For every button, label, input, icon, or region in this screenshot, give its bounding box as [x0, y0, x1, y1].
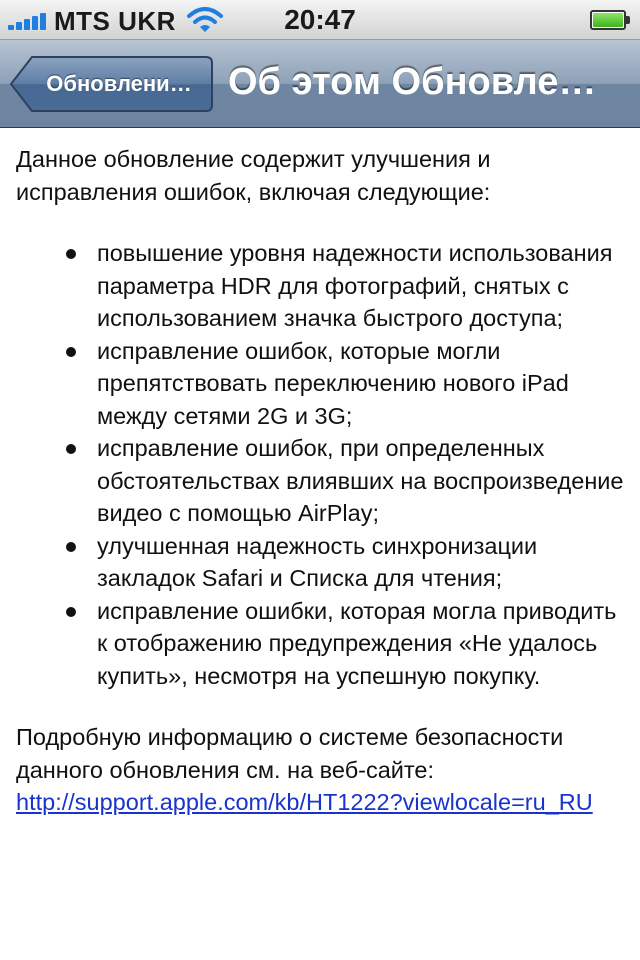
intro-text: Данное обновление содержит улучшения и исправления ошибок, включая следующие:	[16, 146, 491, 205]
clock: 20:47	[284, 4, 356, 35]
carrier-name: MTS UKR	[54, 6, 176, 36]
status-bar	[0, 0, 640, 40]
list-item	[16, 237, 626, 335]
list-item	[16, 335, 626, 433]
bullet-icon	[66, 542, 76, 552]
list-item-text: исправление ошибок, при определенных обстоятельствах влиявших на воспроизведение видео с помощью AirPlay;	[97, 435, 624, 526]
navigation-bar	[0, 40, 640, 128]
list-item-text: повышение уровня надежности использования параметра HDR для фотографий, снятых с использованием значка быстрого доступа;	[97, 240, 613, 331]
bullet-icon	[66, 347, 76, 357]
back-button[interactable]	[10, 55, 214, 113]
security-info-label: Подробную информацию о системе безопасности данного обновления см. на веб-сайте:	[16, 724, 564, 783]
bullet-icon	[66, 249, 76, 259]
bullet-icon	[66, 444, 76, 454]
security-info-text	[16, 721, 626, 819]
list-item-text: исправление ошибки, которая могла приводить к отображению предупреждения «Не удалось купить», несмотря на успешную покупку.	[97, 597, 617, 689]
page-title: Об этом Обновле…	[228, 61, 597, 103]
list-item-text: исправление ошибок, которые могли препятствовать переключению нового iPad между сетями 2G и 3G;	[97, 337, 569, 429]
update-description	[16, 143, 626, 819]
support-link[interactable]: http://support.apple.com/kb/HT1222?viewlocale=ru_RU	[16, 789, 593, 815]
update-list	[16, 237, 626, 692]
list-item	[16, 432, 626, 530]
back-button-label: Обновлени…	[46, 71, 192, 96]
battery-icon	[590, 10, 632, 30]
bullet-icon	[66, 607, 76, 617]
list-item	[16, 595, 626, 693]
list-item-text: улучшенная надежность синхронизации закладок Safari и Списка для чтения;	[97, 532, 538, 591]
list-item	[16, 530, 626, 595]
